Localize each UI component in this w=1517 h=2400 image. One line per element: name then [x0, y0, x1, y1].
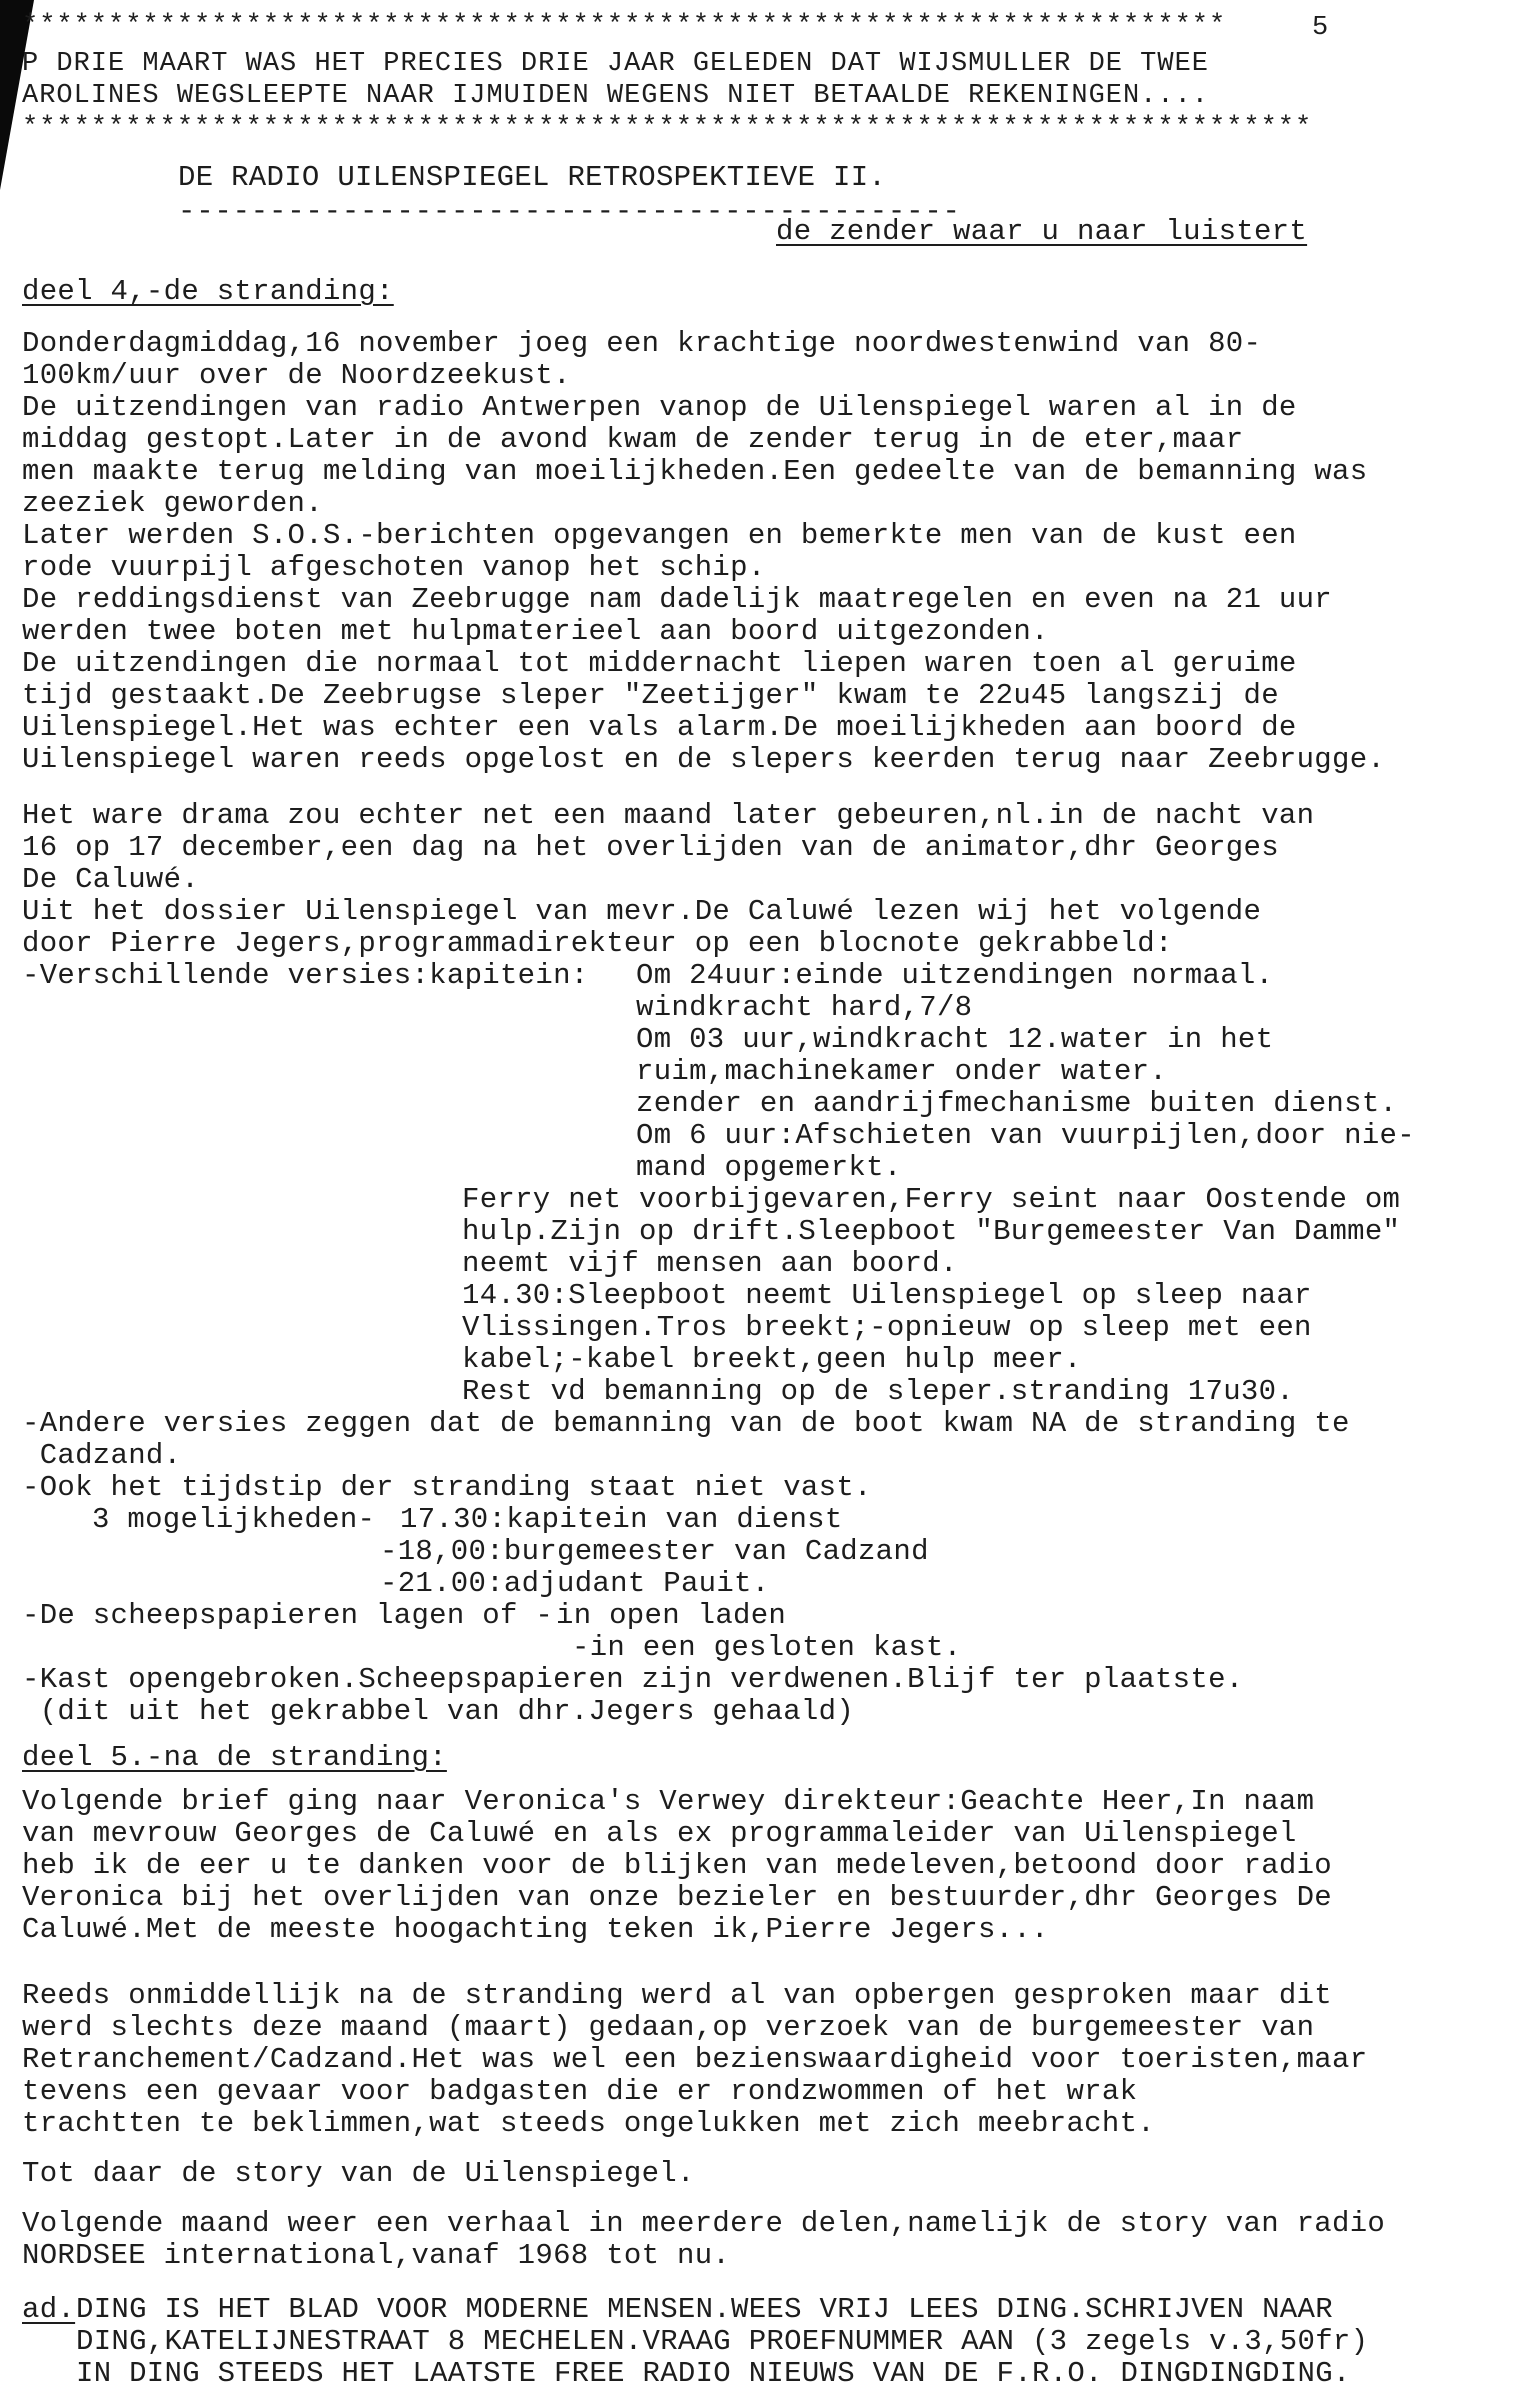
text-line: -Kast opengebroken.Scheepspapieren zijn verdwenen.Blijf ter plaatste.	[22, 1663, 1244, 1696]
other-versions	[22, 1408, 1350, 1504]
text-line: 14.30:Sleepboot neemt Uilenspiegel op sleep naar	[462, 1279, 1312, 1312]
text-line: De reddingsdienst van Zeebrugge nam dadelijk maatregelen en even na 21 uur	[22, 583, 1333, 616]
text-line: NORDSEE international,vanaf 1968 tot nu.	[22, 2239, 731, 2272]
text-line: De uitzendingen van radio Antwerpen vanop de Uilenspiegel waren al in de	[22, 391, 1297, 424]
ad-line-1: DING IS HET BLAD VOOR MODERNE MENSEN.WEES VRIJ LEES DING.SCHRIJVEN NAAR	[76, 2293, 1333, 2326]
text-line: men maakte terug melding van moeilijkheden.Een gedeelte van de bemanning was	[22, 455, 1368, 488]
text-line: Cadzand.	[22, 1439, 182, 1472]
papers-option-1: in open laden	[556, 1599, 787, 1632]
text-line: hulp.Zijn op drift.Sleepboot "Burgemeester Van Damme"	[462, 1215, 1401, 1248]
text-line: neemt vijf mensen aan boord.	[462, 1247, 958, 1280]
text-line: Uilenspiegel.Het was echter een vals alarm.De moeilijkheden aan boord de	[22, 711, 1297, 744]
text-line: Ferry net voorbijgevaren,Ferry seint naar Oostende om	[462, 1183, 1401, 1216]
text-line: 100km/uur over de Noordzeekust.	[22, 359, 571, 392]
page-number: 5	[1312, 13, 1330, 43]
text-line: De Caluwé.	[22, 863, 200, 896]
section-5-heading: deel 5.-na de stranding:	[22, 1741, 447, 1774]
text-line: Vlissingen.Tros breekt;-opnieuw op sleep met een	[462, 1311, 1312, 1344]
text-line: mand opgemerkt.	[636, 1151, 902, 1184]
text-line: ruim,machinekamer onder water.	[636, 1055, 1168, 1088]
section-5-paragraph	[22, 1980, 1367, 2140]
versions-label: -Verschillende versies:kapitein:	[22, 959, 589, 992]
papers-option-2: -in een gesloten kast.	[572, 1631, 962, 1664]
text-line: windkracht hard,7/8	[636, 991, 973, 1024]
text-line: tijd gestaakt.De Zeebrugse sleper "Zeetijger" kwam te 22u45 langszij de	[22, 679, 1279, 712]
end-of-story: Tot daar de story van de Uilenspiegel.	[22, 2157, 695, 2190]
text-line: trachtten te beklimmen,wat steeds ongelukken met zich meebracht.	[22, 2107, 1155, 2140]
text-line: Rest vd bemanning op de sleper.stranding 17u30.	[462, 1375, 1295, 1408]
banner-line-1: P DRIE MAART WAS HET PRECIES DRIE JAAR GELEDEN DAT WIJSMULLER DE TWEE	[22, 49, 1209, 79]
text-line: -Andere versies zeggen dat de bemanning van de boot kwam NA de stranding te	[22, 1407, 1350, 1440]
ad-line-2: DING,KATELIJNESTRAAT 8 MECHELEN.VRAAG PROEFNUMMER AAN (3 zegels v.3,50fr)	[76, 2325, 1369, 2358]
text-line: heb ik de eer u te danken voor de blijken van medeleven,betoond door radio	[22, 1849, 1333, 1882]
ad-prefix: ad.	[22, 2293, 76, 2326]
text-line: Uilenspiegel waren reeds opgelost en de slepers keerden terug naar Zeebrugge.	[22, 743, 1386, 776]
text-line: De uitzendingen die normaal tot middernacht liepen waren toen al geruime	[22, 647, 1297, 680]
text-line: door Pierre Jegers,programmadirekteur op een blocnote gekrabbeld:	[22, 927, 1173, 960]
text-line: Uit het dossier Uilenspiegel van mevr.De Caluwé lezen wij het volgende	[22, 895, 1262, 928]
banner-line-2: AROLINES WEGSLEEPTE NAAR IJMUIDEN WEGENS NIET BETAALDE REKENINGEN....	[22, 81, 1209, 111]
text-line: Om 03 uur,windkracht 12.water in het	[636, 1023, 1274, 1056]
text-line: (dit uit het gekrabbel van dhr.Jegers gehaald)	[22, 1695, 855, 1728]
text-line: Volgende brief ging naar Veronica's Verwey direkteur:Geachte Heer,In naam	[22, 1785, 1315, 1818]
text-line: Het ware drama zou echter net een maand later gebeuren,nl.in de nacht van	[22, 799, 1315, 832]
text-line: werd slechts deze maand (maart) gedaan,op verzoek van de burgemeester van	[22, 2011, 1315, 2044]
text-line: 16 op 17 december,een dag na het overlijden van de animator,dhr Georges	[22, 831, 1279, 864]
text-line: van mevrouw Georges de Caluwé en als ex programmaleider van Uilenspiegel	[22, 1817, 1297, 1850]
text-line: Volgende maand weer een verhaal in meerdere delen,namelijk de story van radio	[22, 2207, 1386, 2240]
text-line: Donderdagmiddag,16 november joeg een krachtige noordwestenwind van 80-	[22, 327, 1262, 360]
banner-stars-top: **********************************************************************	[22, 11, 1227, 41]
banner-stars-bottom: ***************************************************************************	[22, 113, 1313, 143]
text-line: Om 6 uur:Afschieten van vuurpijlen,door nie-	[636, 1119, 1415, 1152]
next-month-note	[22, 2208, 1385, 2272]
versions-captain-list	[636, 992, 1415, 1184]
text-line: werden twee boten met hulpmaterieel aan boord uitgezonden.	[22, 615, 1049, 648]
text-line: Retranchement/Cadzand.Het was wel een bezienswaardigheid voor toeristen,maar	[22, 2043, 1368, 2076]
section-5-letter	[22, 1786, 1332, 1946]
text-line: tevens een gevaar voor badgasten die er rondzwommen of het wrak	[22, 2075, 1138, 2108]
text-line: zeeziek geworden.	[22, 487, 323, 520]
text-line: rode vuurpijl afgeschoten vanop het schip.	[22, 551, 766, 584]
possibility-1: 17.30:kapitein van dienst	[400, 1503, 843, 1536]
text-line: Reeds onmiddellijk na de stranding werd al van opbergen gesproken maar dit	[22, 1979, 1333, 2012]
versions-first-line: Om 24uur:einde uitzendingen normaal.	[636, 959, 1274, 992]
text-line: zender en aandrijfmechanisme buiten dienst.	[636, 1087, 1398, 1120]
possibilities-label: 3 mogelijkheden-	[92, 1503, 376, 1536]
text-line: Veronica bij het overlijden van onze bezieler en bestuurder,dhr Georges De	[22, 1881, 1333, 1914]
versions-ferry-list	[462, 1184, 1400, 1408]
text-line: -Ook het tijdstip der stranding staat niet vast.	[22, 1471, 872, 1504]
possibility-2: -18,00:burgemeester van Cadzand	[380, 1535, 929, 1568]
section-4-heading: deel 4,-de stranding:	[22, 275, 394, 308]
page-title: DE RADIO UILENSPIEGEL RETROSPEKTIEVE II.	[178, 161, 887, 194]
text-line: Later werden S.O.S.-berichten opgevangen en bemerkte men van de kust een	[22, 519, 1297, 552]
papers-label: -De scheepspapieren lagen of -	[22, 1599, 554, 1632]
title-rule: -------------------------------------------	[178, 195, 961, 228]
section-4-paragraph-2	[22, 800, 1314, 960]
subtitle: de zender waar u naar luistert	[776, 215, 1308, 248]
text-line: Caluwé.Met de meeste hoogachting teken ik,Pierre Jegers...	[22, 1913, 1049, 1946]
text-line: middag gestopt.Later in de avond kwam de zender terug in de eter,maar	[22, 423, 1244, 456]
ad-line-3: IN DING STEEDS HET LAATSTE FREE RADIO NIEUWS VAN DE F.R.O. DINGDINGDING.	[76, 2357, 1351, 2390]
text-line: kabel;-kabel breekt,geen hulp meer.	[462, 1343, 1082, 1376]
possibility-3: -21.00:adjudant Pauit.	[380, 1567, 770, 1600]
section-4-paragraph-1	[22, 328, 1385, 776]
section-4-closing	[22, 1664, 1244, 1728]
